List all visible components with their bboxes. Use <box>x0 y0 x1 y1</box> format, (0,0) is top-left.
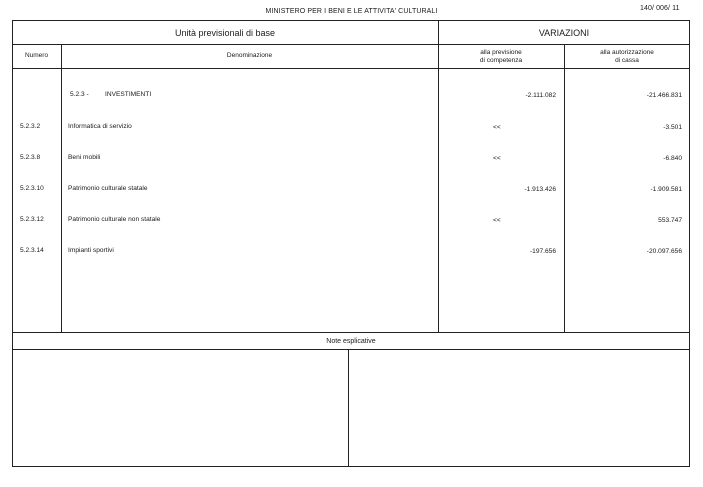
col-divider-variazioni <box>438 20 439 333</box>
group-header-upb: Unità previsionali di base <box>174 28 276 38</box>
header-divider-2 <box>12 68 690 69</box>
row-cassa: 553.747 <box>658 217 682 224</box>
row-denominazione: Informatica di servizio <box>68 123 132 130</box>
col-header-cassa-line1: alla autorizzazione <box>600 49 654 56</box>
row-denominazione: Beni mobili <box>68 154 101 161</box>
row-numero: 5.2.3.8 <box>20 154 41 161</box>
row-denominazione: Impianti sportivi <box>68 247 114 254</box>
header-divider-1 <box>12 44 690 45</box>
col-header-cassa <box>564 49 690 65</box>
row-numero: 5.2.3.12 <box>20 216 44 223</box>
group-header-variazioni: VARIAZIONI <box>538 28 590 38</box>
row-cassa: -20.097.656 <box>646 248 682 255</box>
col-header-numero: Numero <box>24 52 49 59</box>
notes-frame <box>12 333 690 467</box>
page-code: 140/ 006/ 11 <box>640 5 680 12</box>
col-header-previsione-line2: di competenza <box>479 57 523 64</box>
notes-title: Note esplicative <box>326 338 376 345</box>
notes-title-divider <box>12 349 690 350</box>
budget-table <box>12 20 690 333</box>
col-header-denominazione: Denominazione <box>226 52 273 59</box>
col-header-previsione <box>438 49 564 65</box>
ministry-header: MINISTERO PER I BENI E LE ATTIVITA' CULTURALI <box>265 8 438 15</box>
row-denominazione: Patrimonio culturale non statale <box>68 216 161 223</box>
section-code: 5.2.3 - <box>70 91 89 98</box>
section-cassa: -21.466.831 <box>646 92 682 99</box>
row-numero: 5.2.3.14 <box>20 247 44 254</box>
col-header-previsione-line1: alla previsione <box>480 49 522 56</box>
section-previsione: -2.111.082 <box>525 92 556 99</box>
row-cassa: -6.840 <box>663 155 682 162</box>
row-previsione: -1.913.426 <box>524 186 556 193</box>
row-previsione: << <box>493 155 501 162</box>
col-divider-numero <box>61 44 62 333</box>
row-previsione: << <box>493 217 501 224</box>
row-numero: 5.2.3.2 <box>20 123 41 130</box>
section-label: INVESTIMENTI <box>105 91 152 98</box>
row-cassa: -3.501 <box>663 124 682 131</box>
row-denominazione: Patrimonio culturale statale <box>68 185 148 192</box>
row-previsione: -197.656 <box>529 248 556 255</box>
row-cassa: -1.909.581 <box>650 186 682 193</box>
row-numero: 5.2.3.10 <box>20 185 44 192</box>
notes-column-divider <box>348 349 349 467</box>
row-previsione: << <box>493 124 501 131</box>
col-header-cassa-line2: di cassa <box>615 57 639 64</box>
